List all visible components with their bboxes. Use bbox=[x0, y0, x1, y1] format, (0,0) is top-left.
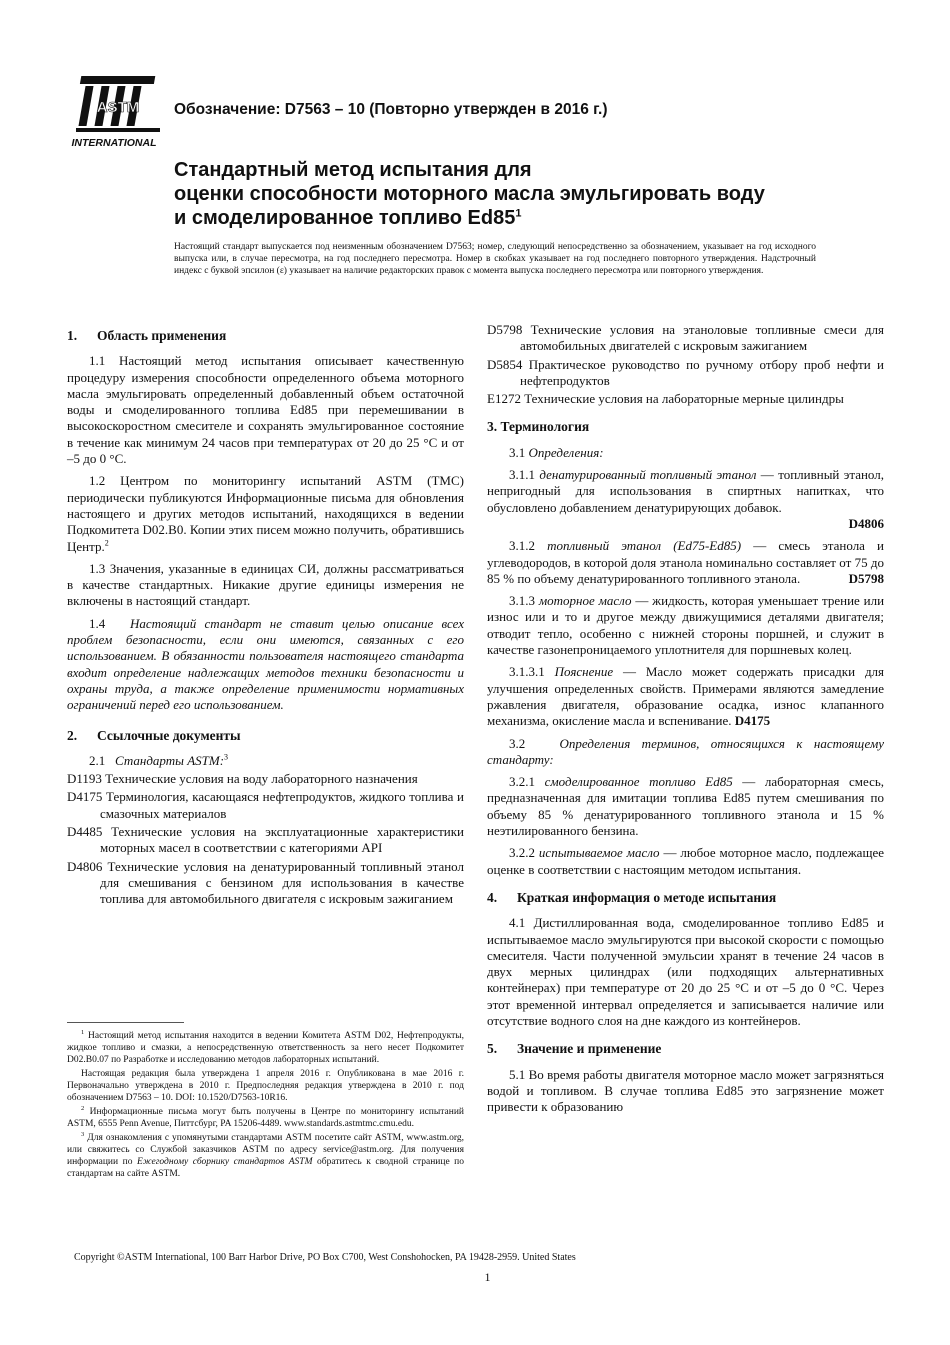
para-2-1-title: Стандарты ASTM: bbox=[115, 752, 225, 768]
astm-logo-text: ASTM bbox=[96, 99, 140, 116]
document-title bbox=[174, 158, 874, 230]
ref-d5854: D5854 Практическое руководство по ручному отбору проб нефти и нефтепродуктов bbox=[487, 356, 884, 388]
footnote-1-continued: Настоящая редакция была утверждена 1 апреля 2016 г. Опубликована в мае 2016 г. Первоначально утверждена в 2010 г. Предпоследняя редакция утверждена в 2010 г. под обозначением D7563 – 10. DOI: 10.1520/D7563-10R16. bbox=[67, 1069, 464, 1103]
para-number: 3.1.3 bbox=[509, 593, 535, 609]
footnote-marker: 1 bbox=[81, 1028, 85, 1036]
footnote-1 bbox=[67, 1030, 464, 1066]
footnotes bbox=[67, 1030, 464, 1182]
definition: — топливный этанол, непригодный для использования в спиртных напитках, что обусловлено добавлением денатурирующих добавок. bbox=[487, 467, 884, 515]
title-line-3: и смоделированное топливо Ed85 bbox=[174, 207, 516, 229]
section-1-heading bbox=[67, 328, 464, 344]
definition: — любое моторное масло, подлежащее оценке в соответствии с настоящим методом испытания. bbox=[487, 845, 885, 877]
term: Пояснение bbox=[554, 664, 614, 680]
astm-logo bbox=[62, 72, 166, 152]
section-title: Область применения bbox=[97, 328, 227, 343]
footnote-2 bbox=[67, 1106, 464, 1130]
para-5-1: 5.1 Во время работы двигателя моторное масло может загрязняться водой и топливом. В случае топлива Ed85 это загрязнение может привести к образованию bbox=[487, 1066, 884, 1115]
term: денатурированный топливный этанол bbox=[539, 467, 757, 483]
para-4-1: 4.1 Дистиллированная вода, смоделированное топливо Ed85 и испытываемое масло эмульгируются при высокой скорости с помощью смесителя. Части полученной эмульсии хранят в течение 24 часов в двух мерных цилиндрах (или подходящих альтернативных контейнерах) при температуре от 20 до 25 °C и от –5 до 0 °C. Через этот временной интервал определяется и записывается наличие или отсутствие водного слоя на дне каждого из контейнеров. bbox=[487, 915, 884, 1028]
title-footnote-ref: 1 bbox=[515, 207, 522, 220]
section-number: 5. bbox=[487, 1041, 498, 1057]
ref-d5798: D5798 Технические условия на этаноловые топливные смеси для автомобильных двигателей с искровым зажиганием bbox=[487, 322, 884, 354]
para-3-1 bbox=[487, 445, 884, 461]
term: смоделированное топливо Ed85 bbox=[544, 774, 733, 790]
term: испытываемое масло bbox=[538, 845, 660, 861]
para-title: Определения терминов, относящихся к настоящему стандарту: bbox=[487, 735, 885, 767]
footnote-3 bbox=[67, 1132, 464, 1180]
para-number: 3.2.2 bbox=[509, 845, 535, 861]
para-title: Определения: bbox=[528, 444, 604, 460]
standard-notice: Настоящий стандарт выпускается под неизменным обозначением D7563; номер, следующий непосредственно за обозначением, указывает на год исходного выпуска или, в случае пересмотра, на год последнего пересмотра. Номер в скобках указывает на год последнего повторного утверждения. Надстрочный индекс с буквой эпсилон (ε) указывает на наличие редакторских правок с момента выпуска последнего пересмотра или повторного утверждения. bbox=[174, 242, 816, 276]
designation-ref: D4806 bbox=[848, 515, 884, 531]
para-3-1-3 bbox=[487, 593, 884, 658]
footnote-text-end: обратитесь к сводной странице по стандартам на сайте ASTM. bbox=[67, 1157, 465, 1179]
para-3-2 bbox=[487, 736, 884, 769]
section-title: Ссылочные документы bbox=[97, 727, 241, 743]
para-3-2-1 bbox=[487, 774, 884, 839]
footnote-text-italic: Ежегодному сборнику стандартов ASTM bbox=[136, 1157, 313, 1167]
footnote-ref-3: 3 bbox=[224, 752, 229, 762]
section-title: Краткая информация о методе испытания bbox=[517, 889, 777, 905]
footnote-marker: 3 bbox=[81, 1130, 85, 1138]
term: топливный этанол (Ed75-Ed85) bbox=[547, 538, 742, 554]
definition: — лабораторная смесь, предназначенная для имитации топлива Ed85 путем смешивания по объему 85 % денатурированного топливного этанола и 15 % неэтилированного бензина. bbox=[487, 774, 885, 839]
section-number: 2. bbox=[67, 727, 78, 743]
ref-d1193: D1193 Технические условия на воду лабораторного назначения bbox=[67, 771, 418, 787]
ref-d4806: D4806 Технические условия на денатурированный топливный этанол для смешивания с бензином для использования в качестве топлива для автомобильного двигателя с искровым зажиганием bbox=[67, 858, 464, 907]
designation-ref: D5798 bbox=[848, 570, 884, 586]
section-number: 1. bbox=[67, 328, 78, 343]
footnote-ref-2: 2 bbox=[104, 538, 109, 548]
para-1-3: 1.3 Значения, указанные в единицах СИ, должны рассматриваться в качестве стандартных. Никакие другие единицы измерения не включены в настоящий стандарт. bbox=[67, 560, 464, 609]
para-number: 3.1 bbox=[509, 444, 526, 460]
para-2-1 bbox=[89, 753, 464, 769]
section-title: Значение и применение bbox=[517, 1041, 662, 1057]
footnote-text: Информационные письма могут быть получены в Центре по мониторингу испытаний ASTM, 6555 Penn Avenue, Питтсбург, PA 15206-4489. www.standards.astmtmc.cmu.edu. bbox=[67, 1107, 464, 1129]
footnote-divider bbox=[67, 1022, 184, 1023]
page-number: 1 bbox=[484, 1270, 491, 1284]
definition: — жидкость, которая уменьшает трение или износ или и то и другое между движущимися деталями двигателя; отводит тепло, особенно с нижней стороны поршней, и служит в качестве газонепроницаемого уплотнителя для поршневых колец. bbox=[487, 593, 885, 658]
section-3-heading: 3. Терминология bbox=[487, 419, 590, 435]
para-number: 3.2 bbox=[509, 735, 526, 751]
para-1-1: 1.1 Настоящий метод испытания описывает качественную процедуру измерения способности определенного объема моторного масла эмульгировать определенный добавленный объем остаточной воды и смоделированного топлива Ed85 при перемешивании в высокоскоростном смесителе и сохранять эмульгированное состояние в течение как минимум 24 часов при температурах от 20 до 25 °C и от –5 до 0 °C. bbox=[67, 353, 464, 467]
ref-e1272: E1272 Технические условия на лабораторные мерные цилиндры bbox=[487, 391, 844, 407]
para-3-1-3-1 bbox=[487, 664, 884, 729]
para-number: 3.1.1 bbox=[509, 467, 535, 483]
para-1-4-text: Настоящий стандарт не ставит целью описание всех проблем безопасности, если они имеются, связанных с его использованием. В обязанности пользователя настоящего стандарта входит определение надлежащих методов техники безопасности и охраны труда, а также определение применимости нормативных ограничений перед его использованием. bbox=[67, 615, 464, 713]
footnote-text: Настоящий метод испытания находится в ведении Комитета ASTM D02, Нефтепродукты, жидкое топливо и смазки, а непосредственную ответственность за него несет Подкомитет D02.B0.07 по Разработке и исследованию методов лабораторных испытаний. bbox=[67, 1031, 464, 1065]
designation-ref: D4175 bbox=[734, 713, 771, 729]
section-4-heading bbox=[487, 890, 884, 906]
para-1-2-text: 1.2 Центром по мониторингу испытаний ASTM (TMC) периодически публикуются Информационные письма для обновления настоящего и других методов испытаний, находящихся в ведении Подкомитета D02.B0. Копии этих писем можно получить, обратившись Центр. bbox=[67, 473, 465, 554]
section-5-heading bbox=[487, 1041, 884, 1057]
section-2-heading bbox=[67, 728, 464, 744]
definition: — смесь этанола и углеводородов, в которой доля этанола номинально составляет от 75 до 85 % по объему денатурированного топливного этанола. bbox=[487, 538, 885, 586]
title-line-2: оценки способности моторного масла эмульгировать воду bbox=[174, 183, 765, 205]
para-3-1-1 bbox=[487, 467, 884, 532]
left-column bbox=[67, 324, 464, 910]
para-3-1-2 bbox=[487, 538, 884, 587]
astm-logo-subtext: INTERNATIONAL bbox=[71, 137, 157, 149]
designation: Обозначение: D7563 – 10 (Повторно утвержден в 2016 г.) bbox=[174, 101, 608, 118]
term: моторное масло bbox=[538, 593, 632, 609]
para-number: 3.1.3.1 bbox=[509, 664, 545, 680]
para-number: 3.2.1 bbox=[509, 774, 535, 790]
definition: — Масло может содержать присадки для улучшения определенных свойств. Примерами являются замедление ржавления двигателя, образование осадка, износ клапанного механизма, окисление масла и вспенивание. bbox=[487, 664, 885, 729]
footnote-marker: 2 bbox=[81, 1104, 85, 1112]
para-number: 3.1.2 bbox=[509, 538, 535, 554]
ref-d4485: D4485 Технические условия на эксплуатационные характеристики моторных масел в соответствии с категориями API bbox=[67, 824, 464, 856]
para-3-2-2 bbox=[487, 845, 884, 878]
ref-d4175: D4175 Терминология, касающаяся нефтепродуктов, жидкого топлива и смазочных материалов bbox=[67, 789, 464, 821]
copyright: Copyright ©ASTM International, 100 Barr Harbor Drive, PO Box C700, West Conshohocken, PA 19428-2959. United States bbox=[74, 1252, 576, 1263]
footnote-text: Для ознакомления с упомянутыми стандартами ASTM посетите сайт ASTM, www.astm.org, или свяжитесь со Службой заказчиков ASTM по адресу service@astm.org. Для получения информации по bbox=[67, 1133, 464, 1167]
para-2-1-number: 2.1 bbox=[89, 752, 106, 768]
para-1-4 bbox=[67, 616, 464, 714]
right-column bbox=[487, 322, 884, 1121]
para-1-2 bbox=[67, 473, 464, 554]
para-1-4-number: 1.4 bbox=[89, 615, 106, 631]
section-number: 4. bbox=[487, 889, 498, 905]
title-line-1: Стандартный метод испытания для bbox=[174, 159, 532, 181]
